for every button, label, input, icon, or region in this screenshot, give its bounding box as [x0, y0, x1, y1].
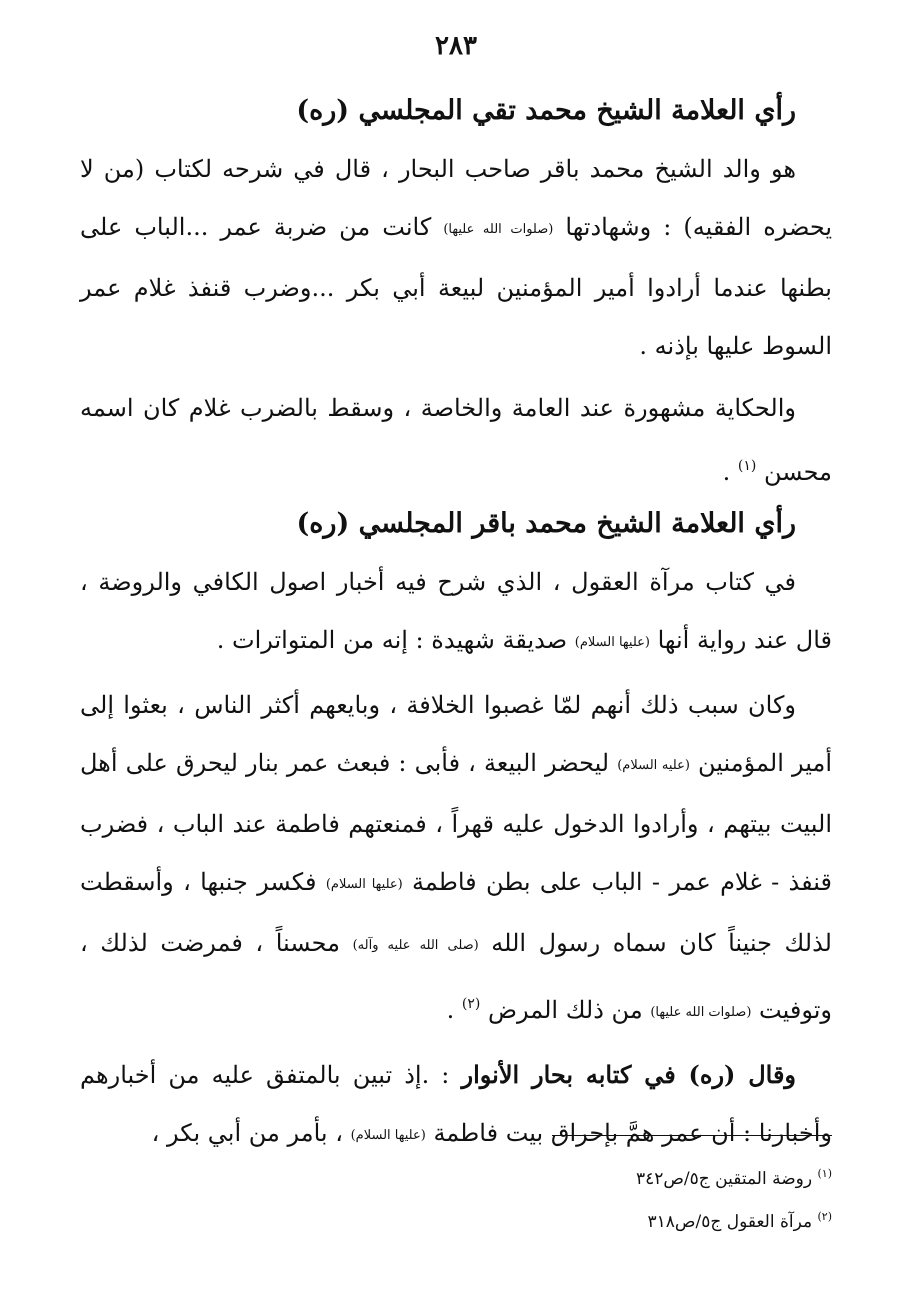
text-run: : .إذ تبين بالمتفق عليه من أخبارهم وأخبارنا : أن عمر همَّ بإحراق بيت فاطمة: [80, 1061, 832, 1147]
footnote-1: [80, 1155, 832, 1198]
section-heading-taqi-majlisi: رأي العلامة الشيخ محمد تقي المجلسي (ره): [296, 95, 796, 126]
book-page: [80, 30, 832, 1270]
honorific: (صلوات الله عليها): [443, 222, 554, 237]
text-run: ، بأمر من أبي بكر ،: [151, 1119, 351, 1147]
footnote-mark: (٢): [817, 1210, 832, 1223]
text-run: .: [446, 996, 462, 1024]
text-run: في كتاب مرآة العقول ، الذي شرح فيه أخبار اصول الكافي والروضة ، قال عند رواية أنها: [80, 568, 832, 654]
text-run: كانت من ضربة عمر ...الباب على بطنها عندما أرادوا أمير المؤمنين لبيعة أبي بكر ...وضرب قنفذ غلام عمر السوط عليها بإذنه .: [80, 213, 832, 360]
honorific: (عليه السلام): [617, 758, 690, 773]
footnote-text: مرآة العقول ج٥/ص٣١٨: [647, 1212, 818, 1232]
text-run: صديقة شهيدة : إنه من المتواترات .: [216, 626, 575, 654]
text-run: والحكاية مشهورة عند العامة والخاصة ، وسقط بالضرب غلام كان اسمه محسن: [80, 394, 832, 486]
text-run: من ذلك المرض: [480, 996, 651, 1024]
paragraph-taqi-majlisi-2: [80, 379, 832, 501]
paragraph-bihar-al-anwar: [80, 1046, 832, 1165]
page-number: ٢٨٣: [435, 31, 477, 61]
text-run: هو والد الشيخ محمد باقر صاحب البحار ، قال في شرحه لكتاب (من لا يحضره الفقيه) : وشهادتها: [80, 155, 832, 241]
text-run: ليحضر البيعة ، فأبى : فبعث عمر بنار ليحرق على أهل البيت بيتهم ، وأرادوا الدخول عليه قهراً ، فمنعتهم فاطمة عند الباب ، فضرب قنفذ - غلام عمر - الباب على بطن فاطمة: [80, 749, 832, 896]
honorific: (صلوات الله عليها): [650, 1005, 752, 1020]
text-run: محسناً ، فمرضت لذلك ، وتوفيت: [80, 929, 832, 1024]
paragraph-baqir-majlisi-1: [80, 553, 832, 672]
footnote-2: [80, 1198, 832, 1241]
paragraph-taqi-majlisi-1: [80, 140, 832, 375]
bold-lead: وقال (ره) في كتابه بحار الأنوار: [461, 1060, 797, 1089]
footnote-mark: (١): [817, 1167, 832, 1180]
footnote-divider: [552, 1135, 832, 1136]
paragraph-baqir-majlisi-2: [80, 676, 832, 1042]
honorific: (صلى الله عليه وآله): [352, 938, 479, 953]
honorific: (عليها السلام): [574, 635, 650, 650]
honorific: (عليها السلام): [350, 1128, 426, 1143]
footnote-text: روضة المتقين ج٥/ص٣٤٢: [635, 1169, 818, 1189]
footnote-ref-1: (١): [737, 458, 757, 474]
text-run: فكسر جنبها ، وأسقطت لذلك جنيناً كان سماه رسول الله: [80, 868, 832, 957]
honorific: (عليها السلام): [325, 877, 403, 892]
text-run: وكان سبب ذلك أنهم لمّا غصبوا الخلافة ، وبايعهم أكثر الناس ، بعثوا إلى أمير المؤمنين: [80, 691, 832, 777]
text-run: .: [722, 458, 738, 486]
footnotes: [80, 1155, 832, 1241]
section-heading-baqir-majlisi: رأي العلامة الشيخ محمد باقر المجلسي (ره): [296, 508, 796, 539]
footnote-ref-2: (٢): [461, 996, 481, 1012]
